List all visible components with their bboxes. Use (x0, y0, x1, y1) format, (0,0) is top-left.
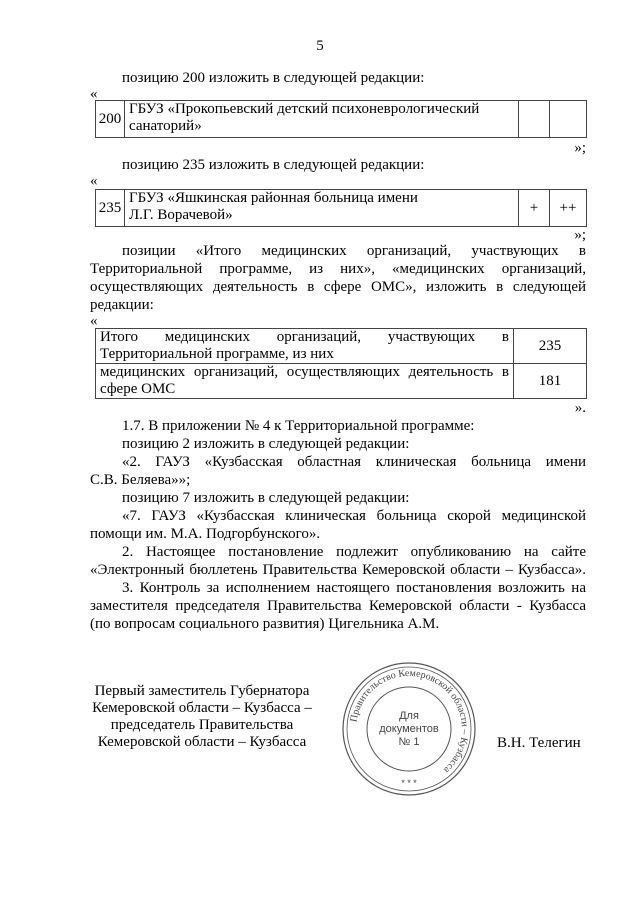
stamp-line-1: Для (399, 710, 419, 722)
position-7-line-2: помощи им. М.А. Подгорбунского». (90, 526, 321, 542)
close-quote: »; (574, 140, 586, 156)
totals-intro-line-1: позиции «Итого медицинских организаций, участвующих в (122, 243, 586, 259)
row-number: 235 (96, 190, 125, 227)
table-235 (95, 189, 587, 227)
cell-2 (550, 101, 587, 138)
row-name-line-1: ГБУЗ «Прокопьевский детский психоневрологический (129, 101, 480, 117)
row-number: 200 (96, 101, 125, 138)
item-2-line-2: «Электронный бюллетень Правительства Кемеровской области – Кузбасса». (90, 562, 586, 578)
page-number: 5 (316, 38, 324, 54)
position-line-2: Кемеровской области – Кузбасса – (92, 700, 312, 716)
position-7-line-1: «7. ГАУЗ «Кузбасская клиническая больница скорой медицинской (122, 508, 586, 524)
item-3-line-2: заместителя председателя Правительства Кемеровской области - Кузбасса (90, 598, 586, 614)
stamp-ring-text: Правительство Кемеровской области – Кузбасса (348, 667, 471, 776)
close-quote: ». (574, 400, 586, 416)
totals-value: 235 (514, 329, 587, 364)
position-2-line-1: «2. ГАУЗ «Кузбасская областная клиническая больница имени (122, 454, 586, 470)
table-row (96, 190, 587, 227)
totals-value: 181 (514, 364, 587, 399)
totals-label-line-2: Территориальной программе, из них (100, 346, 334, 362)
row-name-line-2: санаторий» (129, 118, 202, 134)
position-line-1: Первый заместитель Губернатора (94, 683, 310, 699)
cell-1: + (519, 190, 550, 227)
open-quote: « (90, 86, 98, 102)
position-7-intro: позицию 7 изложить в следующей редакции: (122, 490, 410, 506)
row-name (125, 190, 519, 227)
position-2-intro: позицию 2 изложить в следующей редакции: (122, 436, 410, 452)
stamp-stars: * * * (401, 778, 417, 788)
section-200-intro: позицию 200 изложить в следующей редакции: (122, 70, 425, 86)
open-quote: « (90, 173, 98, 189)
signatory-position (82, 683, 322, 751)
stamp-line-3: № 1 (398, 736, 420, 748)
totals-label-line-1: Итого медицинских организаций, участвующих в (100, 329, 509, 345)
row-name-line-2: Л.Г. Ворачевой» (129, 207, 233, 223)
item-2-line-1: 2. Настоящее постановление подлежит опубликованию на сайте (122, 544, 586, 560)
open-quote: « (90, 313, 98, 329)
table-row (96, 364, 587, 399)
cell-2: ++ (550, 190, 587, 227)
stamp-seal (340, 660, 478, 798)
item-3-line-3: (по вопросам социального развития) Цигельника А.М. (90, 616, 440, 632)
stamp-line-2: документов (379, 723, 439, 735)
position-2-line-2: С.В. Беляева»»; (90, 472, 191, 488)
totals-intro-line-3: осуществляющих деятельность в сфере ОМС», изложить в следующей (90, 279, 586, 295)
item-3-line-1: 3. Контроль за исполнением настоящего постановления возложить на (122, 580, 586, 596)
row-name (125, 101, 519, 138)
position-line-4: Кемеровской области – Кузбасса (97, 734, 307, 750)
totals-intro-line-4: редакции: (90, 297, 154, 313)
row-name-line-1: ГБУЗ «Яшкинская районная больница имени (129, 190, 418, 206)
close-quote: »; (574, 227, 586, 243)
table-200 (95, 100, 587, 138)
totals-table (95, 328, 587, 399)
table-row (96, 101, 587, 138)
position-line-3: председатель Правительства (110, 717, 294, 733)
table-row (96, 329, 587, 364)
totals-intro-line-2: Территориальной программе, из них», «медицинских организаций, (90, 261, 586, 277)
totals-label-line-2: сфере ОМС (100, 381, 176, 397)
totals-label (96, 364, 514, 399)
section-235-intro: позицию 235 изложить в следующей редакции: (122, 157, 425, 173)
totals-label (96, 329, 514, 364)
item-1-7: 1.7. В приложении № 4 к Территориальной программе: (122, 418, 475, 434)
cell-1 (519, 101, 550, 138)
signatory-name: В.Н. Телегин (497, 735, 581, 751)
totals-label-line-1: медицинских организаций, осуществляющих деятельность в (100, 364, 509, 380)
